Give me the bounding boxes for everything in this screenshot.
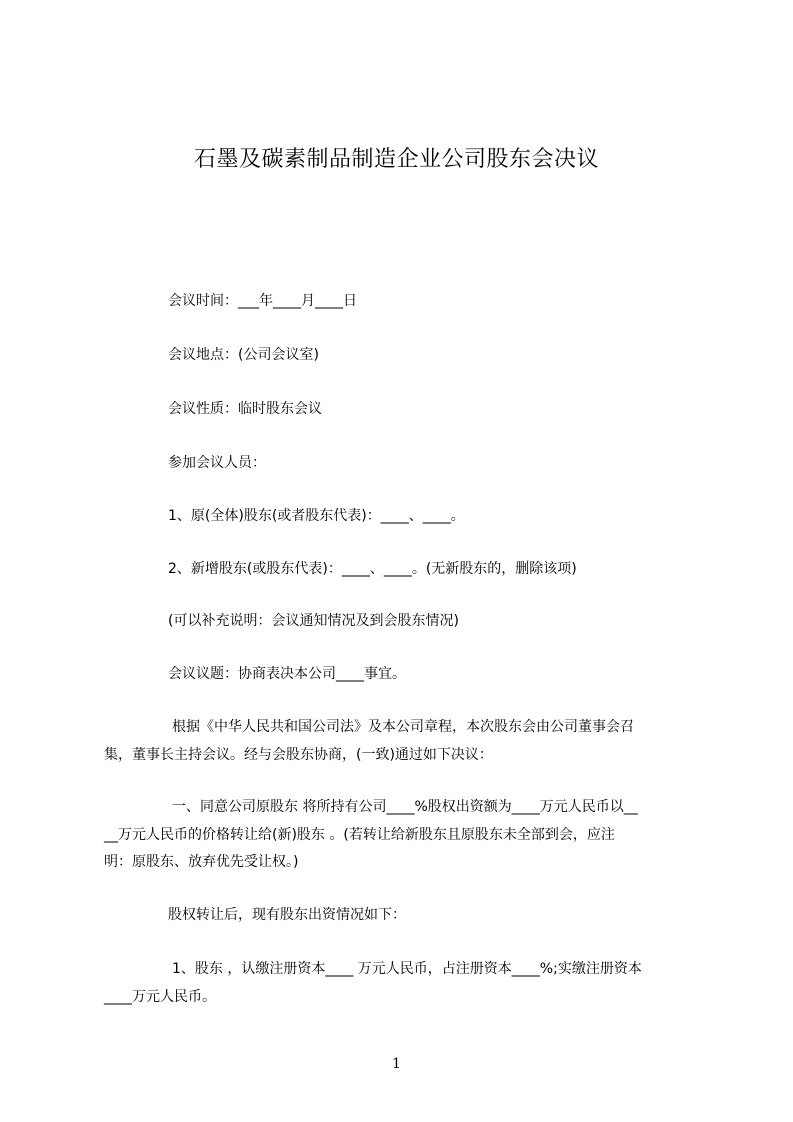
resolution-1-line-3: 明：原股东、放弃优先受让权。) <box>104 854 299 870</box>
meeting-time: 会议时间：___年____月____日 <box>168 293 357 309</box>
attendee-item-1: 1、原(全体)股东(或者股东代表)：____、____。 <box>168 508 465 524</box>
post-transfer-heading: 股权转让后，现有股东出资情况如下： <box>168 907 406 923</box>
shareholder-1-line-1: 1、股东 ，认缴注册资本____ 万元人民币，占注册资本____%;实缴注册资本 <box>172 961 642 977</box>
shareholder-1-line-2: ____万元人民币。 <box>104 989 216 1005</box>
document-title: 石墨及碳素制品制造企业公司股东会决议 <box>193 147 599 172</box>
meeting-nature: 会议性质：临时股东会议 <box>168 401 322 417</box>
resolution-1-line-1: 一、同意公司原股东 将所持有公司____%股权出资额为____万元人民币以__ <box>172 799 638 815</box>
meeting-agenda: 会议议题：协商表决本公司____事宜。 <box>168 666 406 682</box>
attendee-item-2: 2、新增股东(或股东代表)：____、____。(无新股东的，删除该项) <box>168 561 577 577</box>
meeting-place: 会议地点：(公司会议室) <box>168 347 319 363</box>
preamble-line-2: 集，董事长主持会议。经与会股东协商，(一致)通过如下决议： <box>104 747 493 763</box>
preamble-line-1: 根据《中华人民共和国公司法》及本公司章程，本次股东会由公司董事会召 <box>172 719 634 735</box>
supplement-note: (可以补充说明：会议通知情况及到会股东情况) <box>168 613 459 629</box>
page-number: 1 <box>392 1056 401 1072</box>
resolution-1-line-2: __万元人民币的价格转让给(新)股东 。(若转让给新股东且原股东未全部到会，应注 <box>104 827 615 843</box>
attendees-heading: 参加会议人员： <box>168 455 266 471</box>
